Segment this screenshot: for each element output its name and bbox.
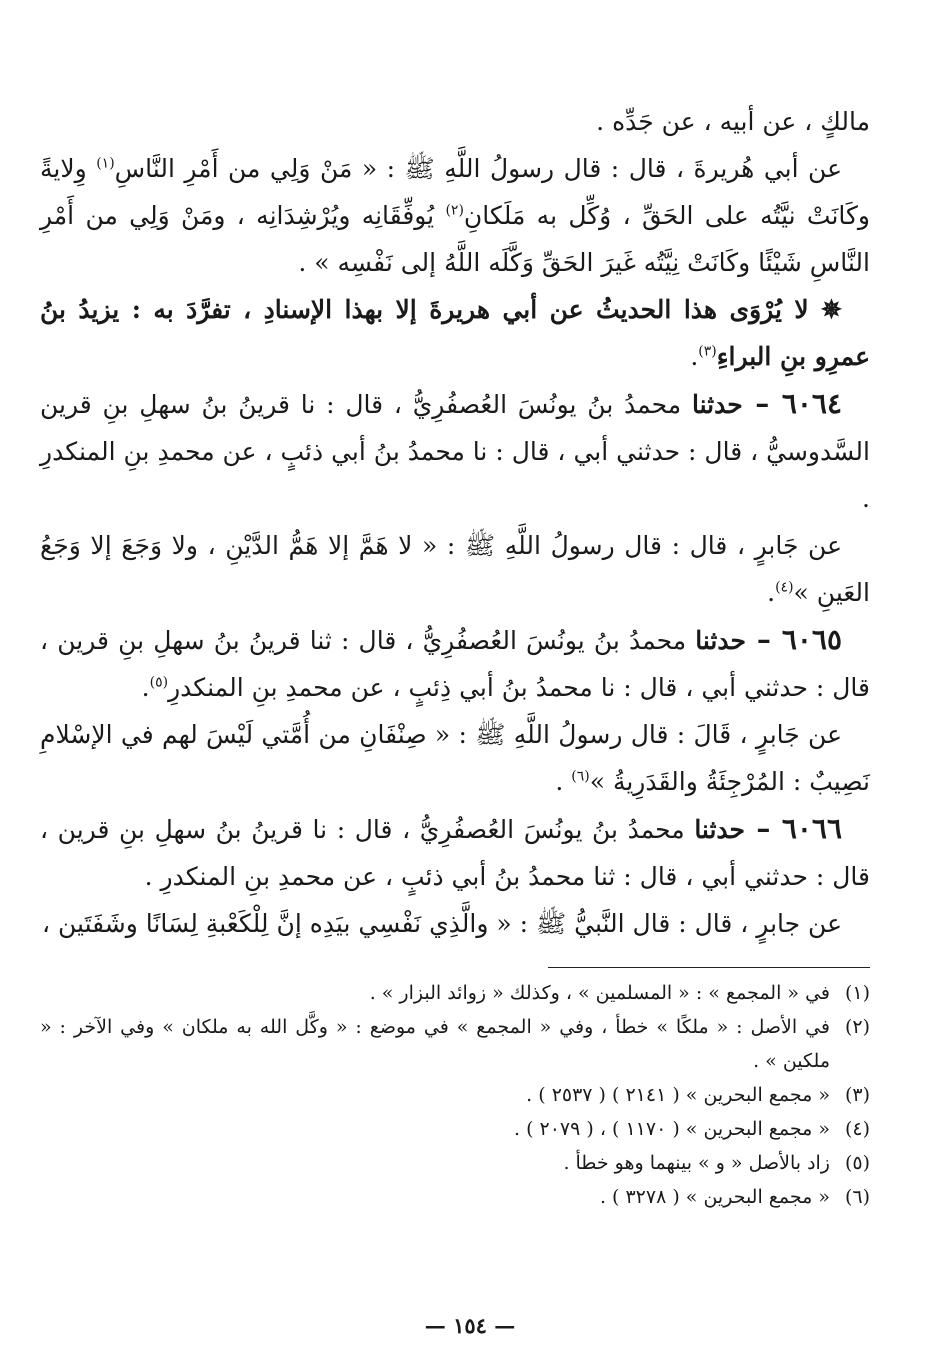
footnote-text: « مجمع البحرين » ( ٣٢٧٨ ) . bbox=[599, 1186, 830, 1208]
footnote-item bbox=[40, 1078, 870, 1112]
footnote-separator bbox=[548, 967, 870, 968]
paragraph-p1 bbox=[40, 98, 870, 145]
footnote-item bbox=[40, 976, 870, 1010]
paragraph-p2 bbox=[40, 145, 870, 286]
bold-text: حدثنا bbox=[694, 815, 746, 844]
star-icon: ✵ bbox=[808, 295, 842, 324]
paragraph-p6 bbox=[40, 616, 870, 711]
hadith-number: ٦٠٦٤ – bbox=[742, 387, 842, 420]
text-run: عن جَابرٍ ، قَالَ : قال رسولُ اللَّهِ ﷺ : « صِنْفَانِ من أُمَّتي لَيْسَ لهم في الإسْلامِ نَصِيبٌ : المُرْجِئَةُ والقَدَرِيةُ » bbox=[40, 720, 870, 796]
text-run: . bbox=[555, 767, 572, 796]
paragraph-p5 bbox=[40, 522, 870, 616]
text-run: يُوفِّقَانِه ويُرْشِدَانِه ، ومَنْ وَلِي من أَمْرِ النَّاسِ شَيْئًا وكَانَتْ نِيَّتُه غَيرَ الحَقِّ وَكَّلَه اللَّهُ إلى نَفْسِه » . bbox=[40, 201, 870, 277]
footnote-number: (٤) bbox=[844, 1118, 870, 1140]
text-run: عن جابرٍ ، قال : قال النَّبيُّ ﷺ : « والَّذِي نَفْسِي بيَدِه إنَّ لِلْكَعْبةِ لِسَانًا وشَفَتَين ، bbox=[42, 909, 842, 938]
text-run: محمدُ بنُ يونُسَ العُصفُرِيُّ ، قال : نا قرينُ بنُ سهلِ بنِ قرين ، قال : حدثني أبي ، قال : ثنا محمدُ بنُ أبي ذئبٍ ، عن محمدِ بنِ المنكدرِ . bbox=[40, 815, 870, 891]
bold-text: لا يُرْوَى هذا الحديثُ عن أبي هريرةَ إلا بهذا الإسنادِ ، تفرَّدَ به : يزيدُ بنُ عمرِو بنِ البراءِ bbox=[40, 295, 870, 371]
bold-text: حدثنا bbox=[695, 626, 746, 655]
footnote-item bbox=[40, 1010, 870, 1078]
footnote-marker: (٣) bbox=[698, 343, 717, 360]
text-run: محمدُ بنُ يونُسَ العُصفُرِيُّ ، قال : ثنا قرينُ بنُ سهلِ بنِ قرين ، قال : حدثني أبي ، قال : نا محمدُ بنُ أبي ذِئبٍ ، عن محمدِ بنِ المنكدرِ bbox=[40, 626, 870, 702]
footnote-item bbox=[40, 1112, 870, 1146]
footnote-number: (٦) bbox=[844, 1186, 870, 1208]
hadith-number: ٦٠٦٥ – bbox=[745, 623, 842, 656]
text-run: مالكٍ ، عن أبيه ، عن جَدِّه . bbox=[596, 107, 870, 136]
footnote-number: (٣) bbox=[844, 1084, 870, 1106]
main-text bbox=[40, 98, 870, 947]
footnote-number: (٥) bbox=[844, 1152, 870, 1174]
footnote-marker: (٥) bbox=[149, 674, 169, 691]
footnote-text: في « المجمع » : « المسلمين » ، وكذلك « زوائد البزار » . bbox=[369, 982, 830, 1004]
footnote-text: في الأصل : « ملكًا » خطأ ، وفي « المجمع » في موضع : « وكَّل الله به ملكان » وفي الآخر : « ملكين » . bbox=[40, 1016, 830, 1072]
footnote-marker: (٢) bbox=[445, 202, 464, 219]
footnote-marker: (٦) bbox=[571, 768, 590, 785]
text-run: عن جَابرٍ ، قال : قال رسولُ اللَّهِ ﷺ : « لا هَمَّ إلا هَمُّ الدَّيْنِ ، ولا وَجَعَ إلا وَجَعُ العَينِ » bbox=[40, 531, 870, 607]
hadith-number: ٦٠٦٦ – bbox=[745, 812, 842, 845]
footnote-text: زاد بالأصل « و » بينهما وهو خطأ . bbox=[563, 1152, 830, 1174]
text-run: وِلايةً وكَانَتْ نيَّتُه على الحَقِّ ، وُكِّل به مَلَكانِ bbox=[40, 154, 870, 230]
paragraph-p8 bbox=[40, 805, 870, 900]
text-run: . bbox=[767, 578, 776, 607]
text-run: . bbox=[690, 342, 699, 371]
text-run: محمدُ بنُ يونُسَ العُصفُرِيُّ ، قال : نا قرينُ بنُ سهلِ بنِ قرين السَّدوسيُّ ، قال : حدثني أبي ، قال : نا محمدُ بنُ أبي ذئبٍ ، عن محمدِ بنِ المنكدرِ . bbox=[40, 390, 870, 513]
footnotes bbox=[40, 976, 870, 1214]
footnote-number: (١) bbox=[844, 982, 870, 1004]
footnote-marker: (١) bbox=[96, 155, 115, 172]
footnote-item bbox=[40, 1146, 870, 1180]
paragraph-p4 bbox=[40, 380, 870, 522]
bold-text: حدثنا bbox=[691, 390, 743, 419]
footnote-text: « مجمع البحرين » ( ١١٧٠ ) ، ( ٢٠٧٩ ) . bbox=[513, 1118, 830, 1140]
paragraph-p7 bbox=[40, 711, 870, 805]
paragraph-p3 bbox=[40, 286, 870, 380]
footnote-item bbox=[40, 1180, 870, 1214]
text-run: عن أبي هُريرةَ ، قال : قال رسولُ اللَّهِ ﷺ : « مَنْ وَلِي من أَمْرِ النَّاسِ bbox=[114, 154, 843, 183]
footnote-number: (٢) bbox=[844, 1016, 870, 1038]
footnote-text: « مجمع البحرين » ( ٢١٤١ ) ( ٢٥٣٧ ) . bbox=[526, 1084, 830, 1106]
footnote-marker: (٤) bbox=[775, 579, 794, 596]
page-number: — ١٥٤ — bbox=[424, 1313, 516, 1338]
paragraph-p9 bbox=[40, 900, 870, 947]
text-run: . bbox=[141, 673, 150, 702]
